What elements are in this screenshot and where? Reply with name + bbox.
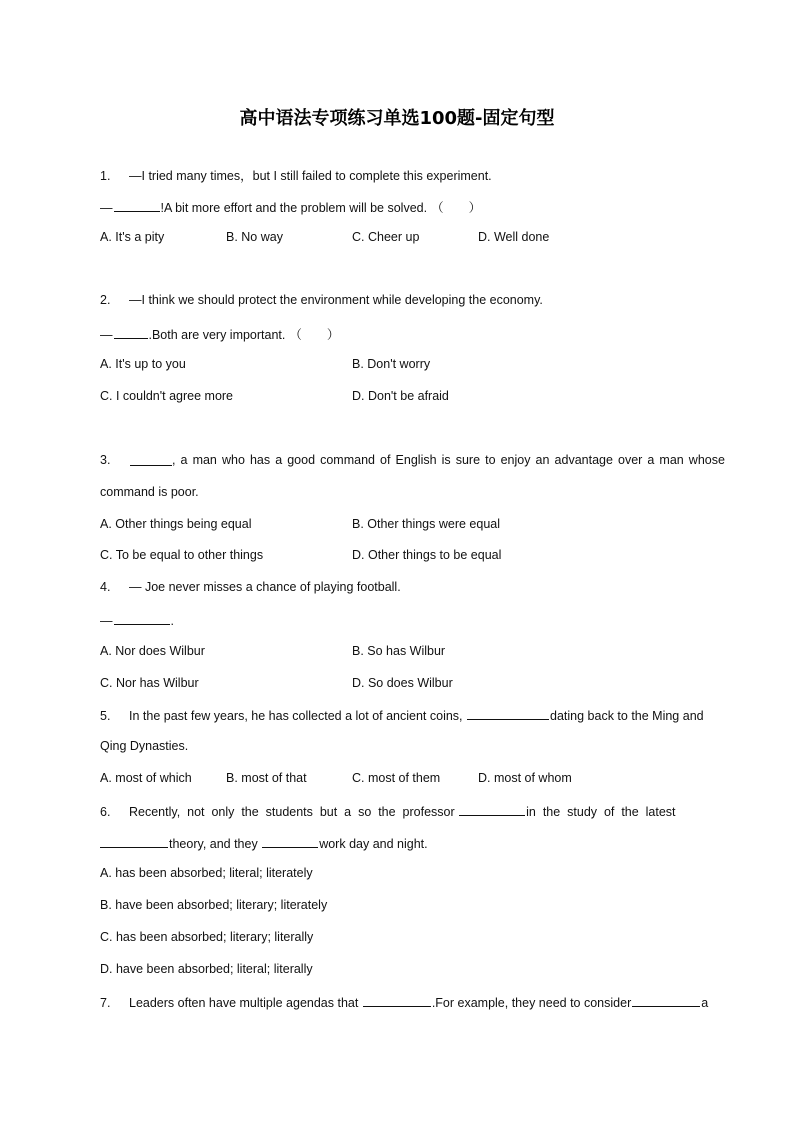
question-number: 2. bbox=[100, 293, 111, 307]
option-a[interactable]: A. It's up to you bbox=[100, 357, 186, 371]
option-b[interactable]: B. Other things were equal bbox=[352, 517, 500, 531]
question-7 bbox=[100, 994, 708, 1010]
option-b[interactable]: B. most of that bbox=[226, 771, 307, 785]
answer-blank bbox=[100, 835, 168, 848]
question-text: a bbox=[701, 996, 709, 1010]
option-b[interactable]: B. have been absorbed; literary; literately bbox=[100, 898, 328, 912]
option-a[interactable]: A. most of which bbox=[100, 771, 192, 785]
answer-blank bbox=[114, 199, 160, 212]
question-number: 1. bbox=[100, 169, 111, 183]
question-5-line-2: Qing Dynasties. bbox=[100, 739, 189, 753]
option-d[interactable]: D. So does Wilbur bbox=[352, 676, 453, 690]
option-c[interactable]: C. To be equal to other things bbox=[100, 548, 264, 562]
question-6 bbox=[100, 803, 676, 819]
dash: — bbox=[100, 201, 113, 215]
answer-blank bbox=[363, 994, 431, 1007]
question-text: —I tried many times，but I still failed to complete this experiment. bbox=[129, 169, 492, 183]
answer-blank bbox=[130, 453, 172, 466]
option-d[interactable]: D. have been absorbed; literal; literally bbox=[100, 962, 313, 976]
question-4-line-2 bbox=[100, 612, 174, 628]
question-text: . bbox=[170, 614, 174, 628]
option-a[interactable]: A. Nor does Wilbur bbox=[100, 644, 205, 658]
answer-paren: （ ） bbox=[431, 201, 482, 215]
option-c[interactable]: C. most of them bbox=[352, 771, 441, 785]
question-text: —I think we should protect the environment while developing the economy. bbox=[129, 293, 543, 307]
question-number: 7. bbox=[100, 996, 111, 1010]
option-c[interactable]: C. Cheer up bbox=[352, 230, 420, 244]
answer-blank bbox=[632, 994, 700, 1007]
question-number: 4. bbox=[100, 580, 111, 594]
option-c[interactable]: C. I couldn't agree more bbox=[100, 389, 234, 403]
dash: — bbox=[100, 328, 113, 342]
answer-blank bbox=[459, 803, 525, 816]
question-2-line-2 bbox=[100, 325, 339, 343]
option-a[interactable]: A. has been absorbed; literal; literately bbox=[100, 866, 313, 880]
question-3 bbox=[100, 453, 725, 467]
question-2 bbox=[100, 293, 543, 307]
option-d[interactable]: D. most of whom bbox=[478, 771, 572, 785]
question-5 bbox=[100, 707, 704, 723]
question-text: work day and night. bbox=[319, 837, 428, 851]
page-title: 高中语法专项练习单选100题-固定句型 bbox=[239, 108, 555, 129]
question-text: !A bit more effort and the problem will be solved. bbox=[160, 201, 428, 215]
question-text: , a man who has a good command of English is sure to enjoy an advantage over a man whose bbox=[172, 453, 725, 467]
option-b[interactable]: B. No way bbox=[226, 230, 283, 244]
option-d[interactable]: D. Don't be afraid bbox=[352, 389, 449, 403]
question-text: Recently, not only the students but a so the professor bbox=[129, 805, 455, 819]
question-text: .For example, they need to consider bbox=[431, 996, 632, 1010]
question-text: in the study of the latest bbox=[526, 805, 676, 819]
question-text: .Both are very important. bbox=[148, 328, 286, 342]
question-number: 5. bbox=[100, 709, 111, 723]
option-d[interactable]: D. Other things to be equal bbox=[352, 548, 502, 562]
answer-blank bbox=[262, 835, 318, 848]
question-text: In the past few years, he has collected a lot of ancient coins, bbox=[129, 709, 463, 723]
option-c[interactable]: C. has been absorbed; literary; literally bbox=[100, 930, 314, 944]
option-d[interactable]: D. Well done bbox=[478, 230, 550, 244]
question-6-line-2 bbox=[100, 835, 428, 851]
question-text: theory, and they bbox=[169, 837, 258, 851]
option-a[interactable]: A. It's a pity bbox=[100, 230, 165, 244]
answer-blank bbox=[114, 612, 170, 625]
answer-paren: （ ） bbox=[289, 328, 340, 342]
question-text: dating back to the Ming and bbox=[550, 709, 704, 723]
question-text: — Joe never misses a chance of playing football. bbox=[129, 580, 401, 594]
question-text: Leaders often have multiple agendas that bbox=[129, 996, 359, 1010]
option-c[interactable]: C. Nor has Wilbur bbox=[100, 676, 199, 690]
option-b[interactable]: B. So has Wilbur bbox=[352, 644, 446, 658]
question-4 bbox=[100, 580, 401, 594]
question-1 bbox=[100, 166, 492, 184]
dash: — bbox=[100, 614, 113, 628]
question-number: 6. bbox=[100, 805, 111, 819]
question-number: 3. bbox=[100, 453, 111, 467]
answer-blank bbox=[467, 707, 549, 720]
answer-blank bbox=[114, 326, 148, 339]
question-1-line-2 bbox=[100, 198, 481, 216]
question-3-line-2: command is poor. bbox=[100, 485, 199, 499]
option-a[interactable]: A. Other things being equal bbox=[100, 517, 252, 531]
option-b[interactable]: B. Don't worry bbox=[352, 357, 431, 371]
